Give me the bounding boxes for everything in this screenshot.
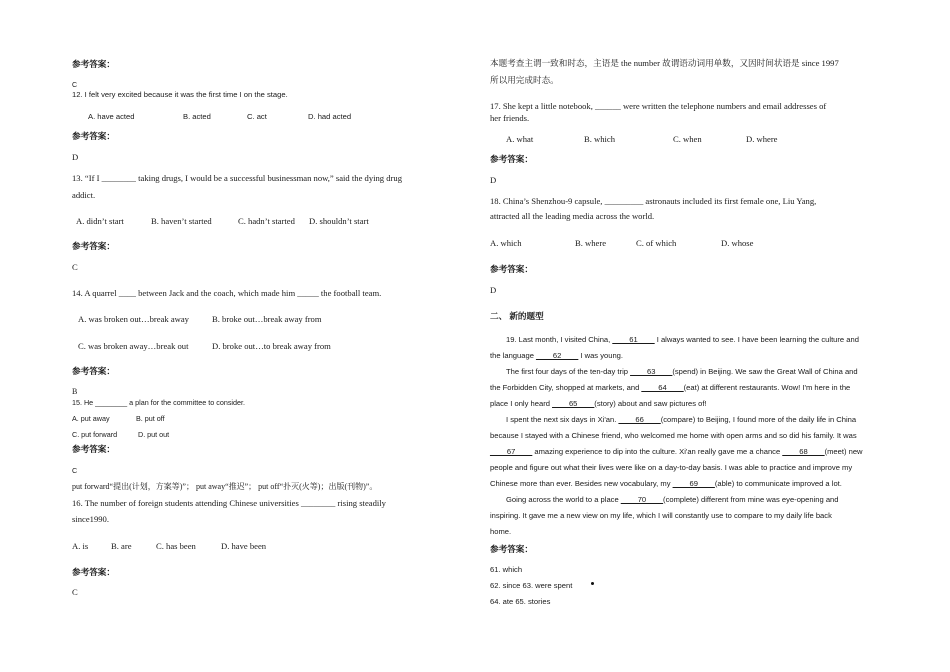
answer-label: 参考答案： [72,366,115,376]
blank-63: ____63____ [630,367,673,376]
answer-15-note: put forward“提出(计划，方案等)”； put away“推迟”； put off“扑灭(火等)；出版(刊物)”。 [72,482,378,491]
passage-line: people and figure out what their lives were like on a day-to-day basis. I was able to practice and improve my [490,463,853,472]
q12-option-c: C. act [247,112,267,121]
passage-line [490,446,863,457]
answer-label: 参考答案： [72,131,115,141]
question-18-line1: 18. China’s Shenzhou-9 capsule, _________ astronauts included its first female one, Liu Yang, [490,196,817,206]
passage-text: the language [490,351,537,360]
answer-15: C [72,466,78,475]
answer-label: 参考答案： [72,59,115,69]
passage-text: amazing experience to dip into the culture. Xi'an really gave me a chance [532,447,783,456]
answer-64-65: 64. ate 65. stories [490,597,551,606]
q13-option-c: C. hadn’t started [238,216,295,226]
question-14: 14. A quarrel ____ between Jack and the coach, which made him _____ the football team. [72,288,382,298]
passage-text: I spent the next six days in Xi'an. [506,415,619,424]
q15-option-c: C. put forward [72,430,118,439]
q14-option-d: D. broke out…to break away from [212,341,331,351]
q14-option-c: C. was broken away…break out [78,341,189,351]
passage-text: Chinese more than ever. Besides new vocabulary, my [490,479,673,488]
passage-line [490,350,623,361]
q17-option-a: A. what [506,134,534,144]
q16-option-c: C. has been [156,541,196,551]
answer-14: B [72,387,78,396]
answer-13: C [72,262,78,272]
q18-option-c: C. of which [636,238,677,248]
passage-text: (compare) to Beijing, I found more of the daily life in China [660,415,857,424]
answer-12: D [72,152,79,162]
passage-text: (complete) different from mine was eye-opening and [663,495,839,504]
passage-text: (spend) in Beijing. We saw the Great Wall of China and [672,367,858,376]
answer-16: C [72,587,78,597]
explanation-line1: 本题考查主谓一致和时态，主语是 the number 故谓语动词用单数，又因时间状语是 since 1997 [490,58,839,68]
passage-line [506,334,859,345]
passage-line [506,366,858,377]
passage-text: Going across the world to a place [506,495,621,504]
answer-62-63: 62. since 63. were spent [490,581,573,590]
blank-64: ____64____ [641,383,684,392]
answer-label: 参考答案： [72,444,115,454]
blank-69: ____69____ [672,479,715,488]
passage-text: place I only heard [490,399,553,408]
q15-option-a: A. put away [72,414,110,423]
q14-option-b: B. broke out…break away from [212,314,322,324]
question-12: 12. I felt very excited because it was the first time I on the stage. [72,90,288,99]
passage-line [490,382,850,393]
question-17-line2: her friends. [490,113,530,123]
q17-option-b: B. which [584,134,616,144]
answer-label: 参考答案： [490,544,533,554]
question-13-line1: 13. “If I ________ taking drugs, I would be a successful businessman now,” said the dying drug [72,173,403,183]
answer-18: D [490,285,497,295]
blank-66: ____66____ [618,415,661,424]
answer-11: C [72,82,78,89]
q16-option-a: A. is [72,541,89,551]
passage-text: (able) to communicate improved a lot. [714,479,842,488]
q16-option-d: D. have been [221,541,267,551]
passage-line [506,414,856,425]
passage-line: inspiring. It gave me a new view on my life, which I will constantly use to compare to my daily life back [490,511,832,520]
q15-option-b: B. put off [136,414,165,423]
passage-text: 19. Last month, I visited China, [506,335,613,344]
q15-option-d: D. put out [138,430,170,439]
passage-line [490,398,707,409]
answer-label: 参考答案： [490,264,533,274]
passage-text: (eat) at different restaurants. Wow! I'm here in the [683,383,851,392]
question-16-line2: since1990. [72,514,109,524]
blank-62: ____62____ [536,351,579,360]
q13-option-a: A. didn’t start [76,216,124,226]
answer-label: 参考答案： [72,241,115,251]
q18-option-d: D. whose [721,238,754,248]
q14-option-a: A. was broken out…break away [78,314,189,324]
q18-option-a: A. which [490,238,522,248]
question-18-line2: attracted all the leading media across the world. [490,211,655,221]
passage-text: The first four days of the ten-day trip [506,367,631,376]
passage-line [506,494,839,505]
q12-option-d: D. had acted [308,112,352,121]
q17-option-c: C. when [673,134,702,144]
blank-65: ____65____ [552,399,595,408]
answer-17: D [490,175,497,185]
q13-option-d: D. shouldn’t start [309,216,369,226]
passage-text: (meet) new [824,447,863,456]
explanation-line2: 所以用完成时态。 [490,75,559,85]
answer-label: 参考答案： [490,154,533,164]
passage-line: home. [490,527,512,536]
blank-70: ____70____ [620,495,664,504]
bullet-dot [591,582,594,585]
q16-option-b: B. are [111,541,132,551]
blank-61: ____61____ [612,335,655,344]
passage-line [490,478,842,489]
question-15: 15. He ________ a plan for the committee to consider. [72,398,246,407]
q17-option-d: D. where [746,134,778,144]
question-13-line2: addict. [72,190,96,200]
q12-option-a: A. have acted [88,112,135,121]
blank-68: ____68____ [782,447,825,456]
passage-text: (story) about and saw pictures of! [594,399,707,408]
question-16-line1: 16. The number of foreign students attending Chinese universities ________ rising steadily [72,498,386,508]
passage-line: because I stayed with a Chinese friend, who welcomed me home with open arms and so did his family. It was [490,431,857,440]
section-heading: 二、 新的题型 [490,311,544,321]
q12-option-b: B. acted [183,112,211,121]
passage-text: the Forbidden City, shopped at markets, and [490,383,642,392]
blank-67: ____67____ [490,447,533,456]
q18-option-b: B. where [575,238,607,248]
passage-text: I always wanted to see. I have been learning the culture and [654,335,859,344]
answer-61: 61. which [490,565,523,574]
question-17-line1: 17. She kept a little notebook, ______ were written the telephone numbers and email addresses of [490,101,827,111]
q13-option-b: B. haven’t started [151,216,212,226]
passage-text: I was young. [578,351,624,360]
answer-label: 参考答案： [72,567,115,577]
